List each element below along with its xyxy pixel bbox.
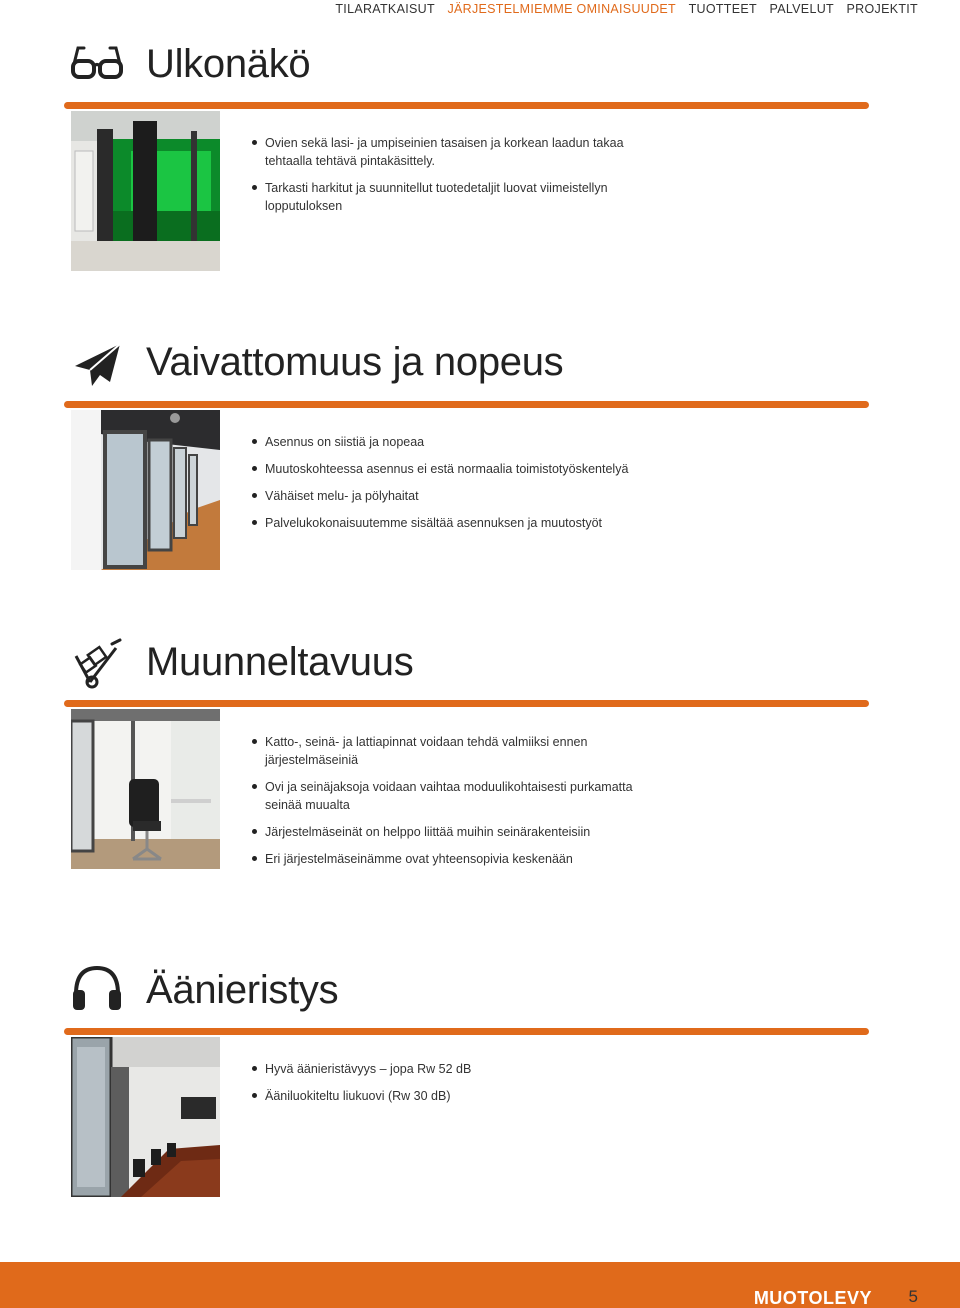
section-divider (64, 401, 869, 408)
list-item: Järjestelmäseinät on helppo liittää muihin seinärakenteisiin (252, 823, 672, 841)
nav-item-projektit[interactable]: PROJEKTIT (846, 2, 918, 16)
office-chair-photo (71, 709, 220, 869)
section-title: Äänieristys (146, 968, 339, 1012)
feature-list (252, 1060, 672, 1114)
section-title: Vaivattomuus ja nopeus (146, 340, 564, 384)
office-corridor-photo (71, 410, 220, 570)
list-item: Ovien sekä lasi- ja umpiseinien tasaisen ja korkean laadun takaa tehtaalla tehtävä pintakäsittely. (252, 134, 672, 170)
nav-item-jarjestelmiemme-ominaisuudet[interactable]: JÄRJESTELMIEMME OMINAISUUDET (447, 2, 676, 16)
section-divider (64, 1028, 869, 1035)
list-item: Eri järjestelmäseinämme ovat yhteensopivia keskenään (252, 850, 672, 868)
list-item: Ääniluokiteltu liukuovi (Rw 30 dB) (252, 1087, 672, 1105)
nav-item-tilaratkaisut[interactable]: TILARATKAISUT (335, 2, 435, 16)
list-item: Tarkasti harkitut ja suunnitellut tuotedetaljit luovat viimeistellyn lopputuloksen (252, 179, 672, 215)
list-item: Hyvä äänieristävyys – jopa Rw 52 dB (252, 1060, 672, 1078)
section-title: Ulkonäkö (146, 42, 311, 86)
headphones-icon (70, 962, 124, 1016)
list-item: Asennus on siistiä ja nopeaa (252, 433, 672, 451)
nav-item-palvelut[interactable]: PALVELUT (769, 2, 834, 16)
section-divider (64, 700, 869, 707)
nav-item-tuotteet[interactable]: TUOTTEET (688, 2, 757, 16)
paper-plane-icon (70, 338, 124, 392)
list-item: Palvelukokonaisuutemme sisältää asennuksen ja muutostyöt (252, 514, 672, 532)
list-item: Katto-, seinä- ja lattiapinnat voidaan tehdä valmiiksi ennen järjestelmäseiniä (252, 733, 672, 769)
feature-list (252, 134, 672, 224)
feature-list (252, 733, 672, 877)
page-number: 5 (908, 1287, 918, 1306)
hand-truck-icon (70, 636, 124, 690)
feature-list (252, 433, 672, 541)
list-item: Ovi ja seinäjaksoja voidaan vaihtaa moduulikohtaisesti purkamatta seinää muualta (252, 778, 672, 814)
list-item: Vähäiset melu- ja pölyhaitat (252, 487, 672, 505)
meeting-room-photo (71, 1037, 220, 1197)
office-green-glass-photo (71, 111, 220, 271)
top-navigation (326, 2, 918, 16)
brand-logo: MUOTOLEVY (753, 1288, 872, 1308)
glasses-icon (70, 38, 124, 92)
list-item: Muutoskohteessa asennus ei estä normaalia toimistotyöskentelyä (252, 460, 672, 478)
section-divider (64, 102, 869, 109)
section-title: Muunneltavuus (146, 640, 414, 684)
